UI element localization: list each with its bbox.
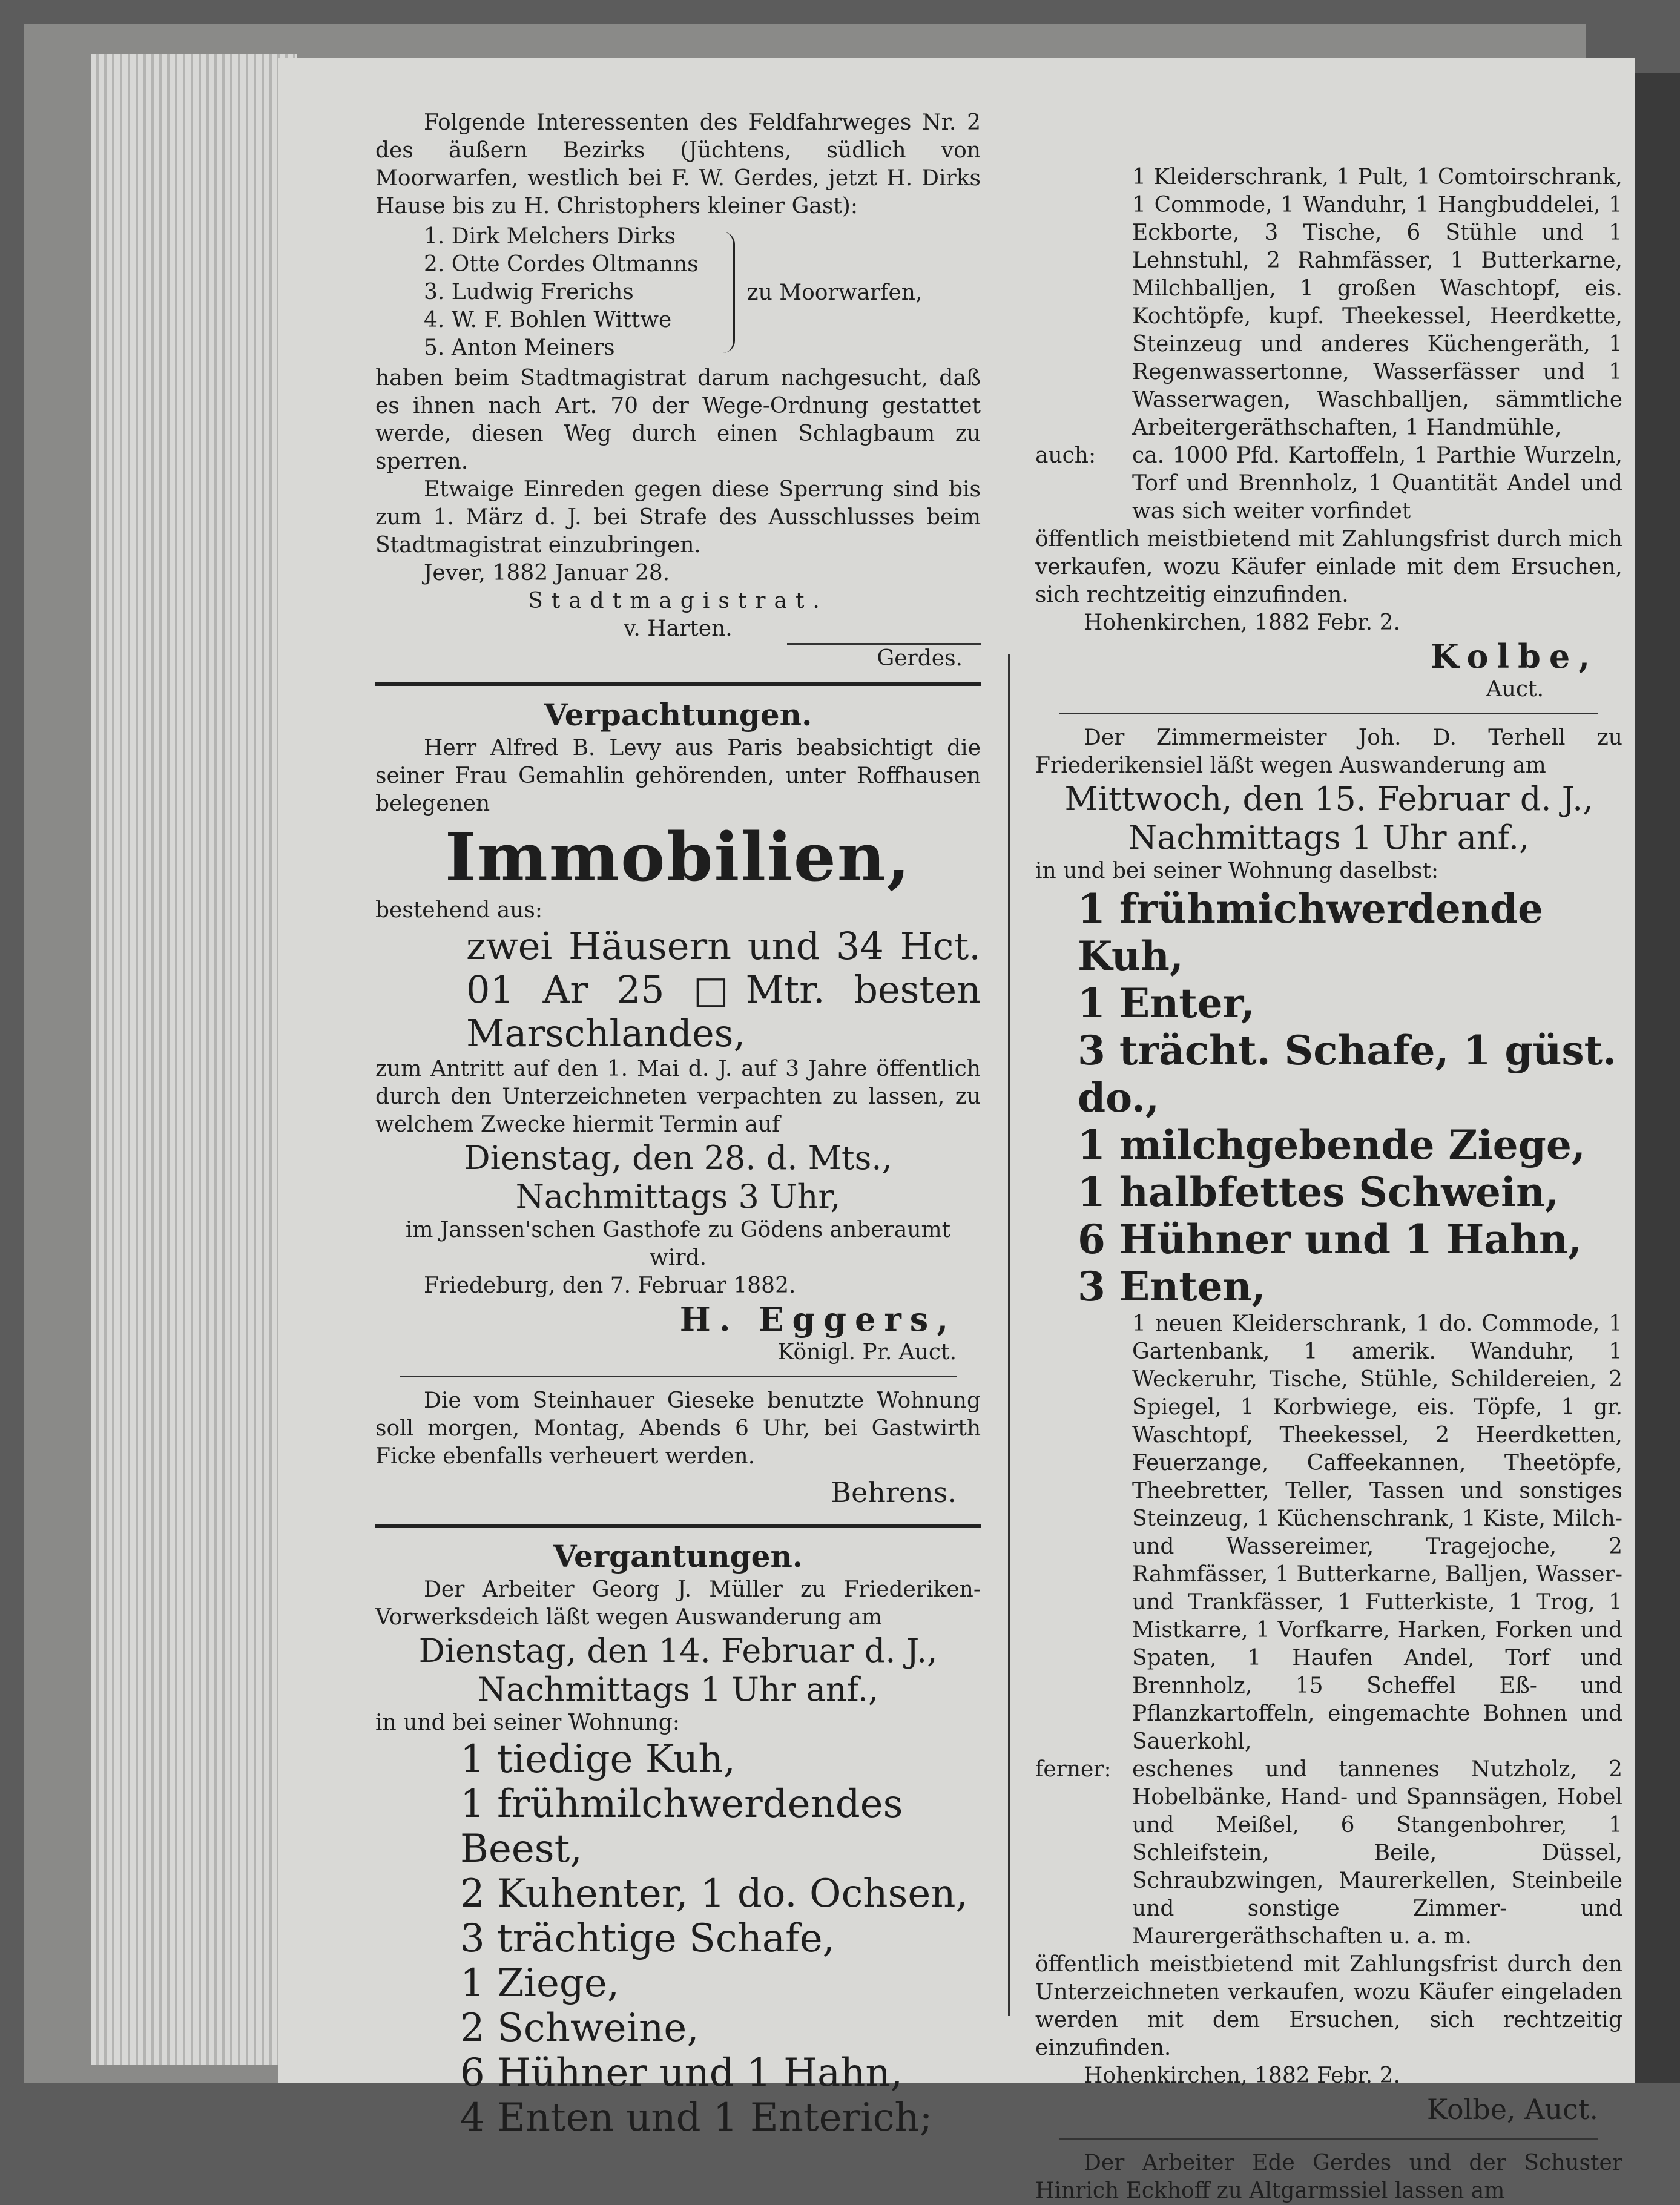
auction-signer-title: Auct. <box>1486 677 1544 702</box>
auction-items <box>375 1737 981 2140</box>
section-heading: Vergantungen. <box>553 1538 803 1574</box>
auction-location: in und bei seiner Wohnung daselbst: <box>1035 859 1439 883</box>
auction-date: Dienstag, den 14. Februar d. J., <box>418 1632 938 1670</box>
ad-divider <box>400 1376 957 1377</box>
also-row <box>1035 442 1622 526</box>
furniture-list: 1 neuen Kleiderschrank, 1 do. Commode, 1 Gartenbank, 1 amerik. Wanduhr, 1 Weckeruhr, Tische, Stühle, Schildereien, 2 Spiegel, 1 Korbwiege, eis. Töpfe, 1 gr. Waschtopf, Theekessel, 2 Heerdketten, Feuerzange, Caffeekannen, Theetöpfe, Theebretter, Teller, Tassen und sonstiges Steinzeug, 1 Küchenschrank, 1 Kiste, Milch- und Wassereimer, Tragejoche, 2 Rahmfässer, 1 Butterkarne, Balljen, Wasser- und Trankfässer, 1 Futterkiste, 1 Trog, 1 Mistkarre, 1 Vorfkarre, Harken, Forken und Spaten, 1 Haufen Andel, Torf und Brennholz, 15 Scheffel Eß- und Pflanzkartoffeln, eingemachte Bohnen und Sauerkohl, <box>1132 1311 1622 1754</box>
names-suffix: zu Moorwarfen, <box>746 280 923 305</box>
list-item: 3 Enten, <box>1078 1263 1266 1310</box>
right-column <box>1035 163 1622 2205</box>
notice-signer-2: Gerdes. <box>877 646 963 671</box>
list-item: 1 frühmichwerdende Kuh, <box>1078 885 1543 980</box>
list-item: 2 Kuhenter, 1 do. Ochsen, <box>460 1871 968 1916</box>
section-heading: Verpachtungen. <box>544 697 812 733</box>
list-item: 6 Hühner und 1 Hahn, <box>1078 1216 1583 1263</box>
auction-intro: Der Arbeiter Ede Gerdes und der Schuster Hinrich Eckhoff zu Altgarmssiel lassen am <box>1035 2151 1622 2203</box>
section-divider <box>375 682 981 686</box>
auction-time: Nachmittags 1 Uhr anf., <box>477 1670 879 1709</box>
auction-body: öffentlich meistbietend mit Zahlungsfrist durch mich verkaufen, wozu Käufer einlade mit dem Ersuchen, sich rechtzeitig einzufinden. <box>1035 527 1622 607</box>
auction-gerdes <box>1035 2149 1622 2205</box>
notice-text: Die vom Steinhauer Gieseke benutzte Wohnung soll morgen, Montag, Abends 6 Uhr, bei Gastwirth Ficke ebenfalls verheuert werden. <box>375 1388 981 1469</box>
list-item: 1 frühmilchwerdendes Beest, <box>460 1782 903 1871</box>
ad-divider <box>1059 713 1598 714</box>
ad-intro: Herr Alfred B. Levy aus Paris beabsichtigt die seiner Frau Gemahlin gehörenden, unter Roffhausen belegenen <box>375 736 981 816</box>
auction-place-date: Hohenkirchen, 1882 Febr. 2. <box>1084 2063 1400 2088</box>
list-item: 1 halbfettes Schwein, <box>1078 1168 1560 1216</box>
auction-signer: Kolbe, <box>1430 637 1598 676</box>
brace-mark <box>717 232 735 353</box>
notice-objection: Etwaige Einreden gegen diese Sperrung sind bis zum 1. März d. J. bei Strafe des Ausschlusses beim Stadtmagistrat einzubringen. <box>375 477 981 558</box>
list-item: 2 Schweine, <box>460 2006 699 2051</box>
ad-location: im Janssen'schen Gasthofe zu Gödens anberaumt wird. <box>405 1218 951 1270</box>
auction-location: in und bei seiner Wohnung: <box>375 1710 680 1735</box>
also-label: auch: <box>1035 443 1096 468</box>
list-item: 1 Ziege, <box>460 1961 620 2006</box>
ad-signer-title: Königl. Pr. Auct. <box>777 1340 957 1365</box>
facing-page-shadow <box>1635 73 1680 2083</box>
further-row <box>1035 1756 1622 1951</box>
section-vergantungen <box>375 1537 981 2140</box>
ad-terms: zum Antritt auf den 1. Mai d. J. auf 3 Jahre öffentlich durch den Unterzeichneten verpachten zu lassen, zu welchem Zwecke hiermit Termin auf <box>375 1056 981 1137</box>
interessenten-names <box>375 223 699 362</box>
list-item: 3. Ludwig Frerichs <box>424 280 634 305</box>
list-item: 3 trächtige Schafe, <box>460 1916 835 1961</box>
further-label: ferner: <box>1035 1757 1112 1782</box>
auction-continuation <box>1035 163 1622 704</box>
notice-signer: Behrens. <box>831 1476 957 1509</box>
ad-time: Nachmittags 3 Uhr, <box>515 1178 841 1216</box>
list-item: 6 Hühner und 1 Hahn, <box>460 2051 903 2095</box>
list-item: 2. Otte Cordes Oltmanns <box>424 252 699 277</box>
auction-signer: Kolbe, Auct. <box>1426 2093 1598 2126</box>
auction-terhell <box>1035 724 1622 2129</box>
notice-authority: Stadtmagistrat. <box>528 588 828 613</box>
list-item: 4 Enten und 1 Enterich; <box>460 2095 933 2140</box>
list-item: 1 Enter, <box>1078 980 1255 1027</box>
list-item: 3 trächt. Schafe, 1 güst. do., <box>1078 1027 1617 1121</box>
ad-divider <box>1059 2138 1598 2140</box>
list-item: 4. W. F. Bohlen Wittwe <box>424 308 672 332</box>
notice-intro: Folgende Interessenten des Feldfahrweges Nr. 2 des äußern Bezirks (Jüchtens, südlich von Moorwarfen, westlich bei F. W. Gerdes, jetzt H. Dirks Hause bis zu H. Christophers kleiner Gast): <box>375 110 981 219</box>
auction-body: öffentlich meistbietend mit Zahlungsfrist durch den Unterzeichneten verkaufen, wozu Käufer eingeladen werden mit dem Ersuchen, sich rechtzeitig einzufinden. <box>1035 1952 1622 2060</box>
auction-place-date: Hohenkirchen, 1882 Febr. 2. <box>1084 610 1400 635</box>
also-text: ca. 1000 Pfd. Kartoffeln, 1 Parthie Wurzeln, Torf und Brennholz, 1 Quantität Andel und was sich weiter vorfindet <box>1132 443 1622 524</box>
further-text: eschenes und tannenes Nutzholz, 2 Hobelbänke, Hand- und Spannsägen, Hobel und Meißel, 6 Stangenbohrer, 1 Schleifstein, Beile, Düssel, Schraubzwingen, Maurerkellen, Steinbeile und sonstige Zimmer- und Maurergeräthschaften u. a. m. <box>1132 1757 1622 1949</box>
ad-property: zwei Häusern und 34 Hct. 01 Ar 25 □Mtr. besten Marschlandes, <box>466 924 981 1055</box>
left-column <box>375 109 981 2140</box>
auction-time: Nachmittags 1 Uhr anf., <box>1128 819 1530 857</box>
section-divider <box>375 1524 981 1528</box>
section-verpachtungen <box>375 696 981 1366</box>
list-item: 1 milchgebende Ziege, <box>1078 1121 1586 1168</box>
ad-date: Dienstag, den 28. d. Mts., <box>464 1139 892 1177</box>
items-list: 1 Kleiderschrank, 1 Pult, 1 Comtoirschrank, 1 Commode, 1 Wanduhr, 1 Hangbuddelei, 1 Eckborte, 3 Tische, 6 Stühle und 1 Lehnstuhl, 2 Rahmfässer, 1 Butterkarne, Milchballjen, 1 großen Waschtopf, eis. Kochtöpfe, kupf. Theekessel, Heerdkette, Steinzeug und anderes Küchengeräth, 1 Regenwassertonne, Wasserfässer und 1 Wasserwagen, Waschballjen, sämmtliche Arbeitergeräthschaften, 1 Handmühle, <box>1132 165 1622 440</box>
auction-items <box>1035 885 1622 1310</box>
list-item: 5. Anton Meiners <box>424 335 615 360</box>
notice-body: haben beim Stadtmagistrat darum nachgesucht, daß es ihnen nach Art. 70 der Wege-Ordnung gestattet werde, diesen Weg durch einen Schlagbaum zu sperren. <box>375 366 981 474</box>
list-item: 1. Dirk Melchers Dirks <box>424 224 676 249</box>
list-item: 1 tiedige Kuh, <box>460 1737 736 1782</box>
notice-wohnung <box>375 1387 981 1514</box>
interessenten-list <box>375 223 981 362</box>
ad-signer: H. Eggers, <box>679 1300 957 1339</box>
column-divider <box>1008 654 1010 2016</box>
auction-date: Mittwoch, den 15. Februar d. J., <box>1064 780 1593 818</box>
ad-headline: Immobilien, <box>444 818 912 896</box>
page-stack-edges <box>91 54 297 2065</box>
notice-signer: v. Harten. <box>624 616 733 641</box>
auction-intro: Der Zimmermeister Joh. D. Terhell zu Friederikensiel läßt wegen Auswanderung am <box>1035 725 1622 778</box>
auction-intro: Der Arbeiter Georg J. Müller zu Friederiken-Vorwerksdeich läßt wegen Auswanderung am <box>375 1577 981 1630</box>
ad-place-date: Friedeburg, den 7. Februar 1882. <box>424 1273 796 1298</box>
notice-feldfahrweg <box>375 109 981 673</box>
notice-place-date: Jever, 1882 Januar 28. <box>424 561 670 585</box>
ad-consisting: bestehend aus: <box>375 898 543 923</box>
